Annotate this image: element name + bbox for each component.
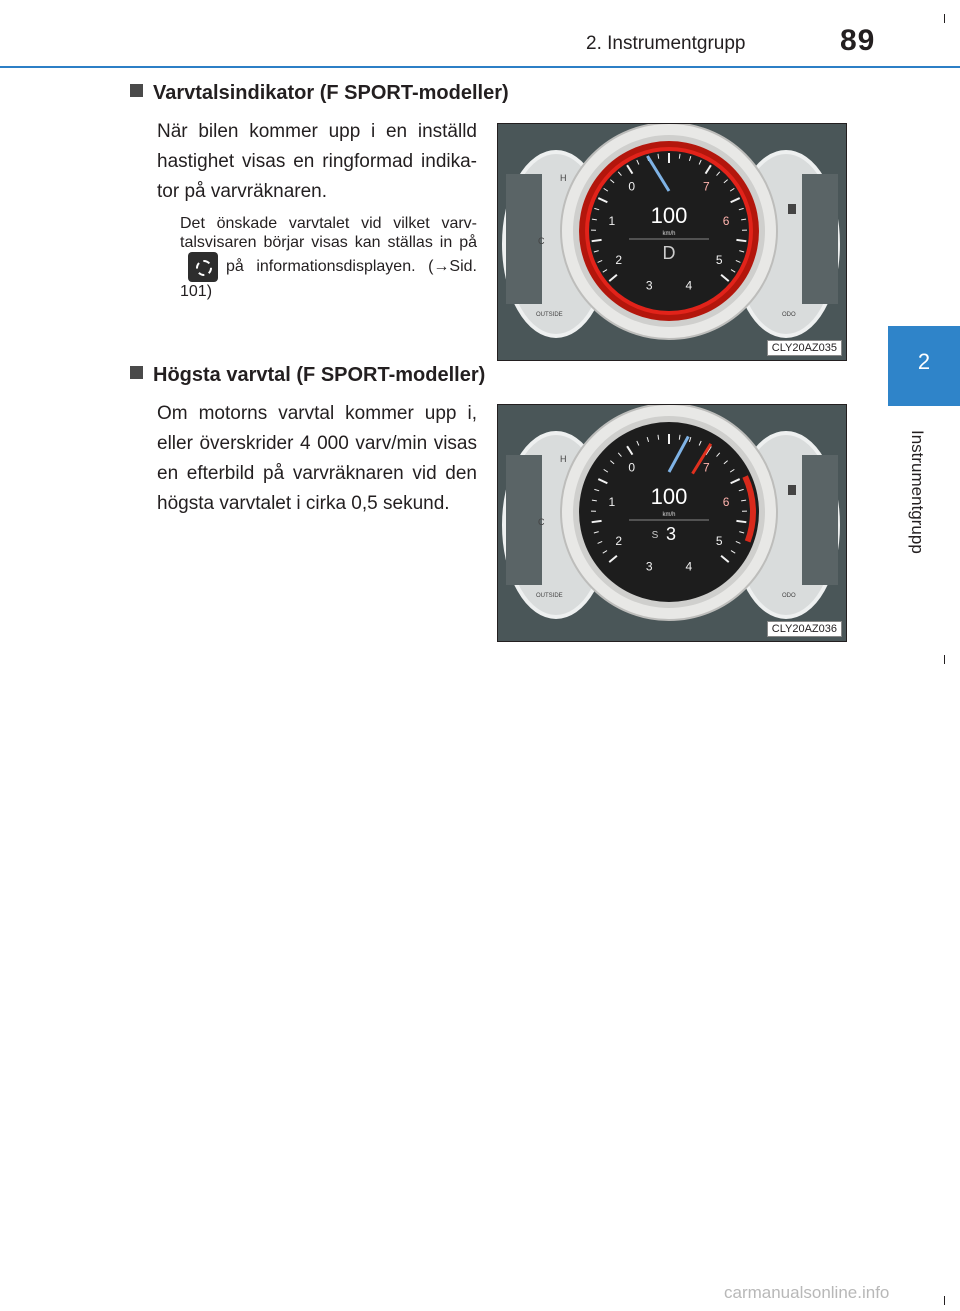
section2-body: Om motorns varvtal kommer upp i, eller överskrider 4 000 varv/min visas en efterbild på varvräknaren vid den högsta varvtalet i cirka 0,5 sekund. [157,403,477,514]
tach-number: 2 [615,253,623,267]
speed-readout: 100 [650,484,688,509]
settings-gear-icon [188,252,218,282]
outside-temp-label: OUTSIDE [536,593,563,599]
gear-indicator: D [662,243,676,263]
tach-tick [592,240,602,241]
temp-cold-label: C [538,236,545,246]
running-header-title: 2. Instrumentgrupp [586,33,746,54]
tach-number: 7 [702,460,710,475]
gear-mode: S [651,530,659,541]
figure-id: CLY20AZ036 [767,621,842,637]
note-text-part2: på informationsdisplayen. (→Sid. 101) [180,258,477,300]
temp-hot-label: H [560,454,567,464]
tach-tick [658,154,659,159]
tach-number: 3 [645,278,653,293]
tach-tick [736,521,746,522]
section-heading-rpm-indicator [130,82,509,105]
instrument-cluster-illustration [498,124,846,360]
tach-number: 6 [722,213,730,228]
tach-number: 4 [685,559,693,574]
tach-number: 5 [715,253,723,267]
section-heading-text: Varvtalsindikator (F SPORT-modeller) [153,82,509,104]
speed-unit: km/h [662,231,676,237]
tach-tick [679,154,680,159]
outside-temp-label: OUTSIDE [536,312,563,318]
chapter-label-text: Instrumentgrupp [908,430,927,554]
section1-body: När bilen kommer upp i en inställd hastighet visas en ringformad indika-tor på varvräknaren. [157,121,477,202]
figure-id: CLY20AZ035 [767,340,842,356]
instrument-cluster-illustration [498,405,846,641]
note-text-part1: Det önskade varvtalet vid vilket varv-talsvisaren börjar visas kan ställas in på [180,215,477,251]
figure-rpm-indicator [497,123,847,361]
crop-mark [944,14,945,23]
tach-number: 6 [722,494,730,509]
tach-number: 3 [645,559,653,574]
tach-number: 2 [615,534,623,548]
fuel-pump-icon [788,204,796,214]
temp-cold-label: C [538,517,545,527]
tach-tick [658,435,659,440]
fuel-pump-icon [788,485,796,495]
odo-label: ODO [782,593,796,599]
tach-number: 1 [608,213,616,228]
square-bullet-icon [130,84,143,97]
page-number: 89 [840,24,876,57]
figure-max-rpm [497,404,847,642]
square-bullet-icon [130,366,143,379]
tach-number: 7 [702,179,710,194]
tach-tick [592,521,602,522]
left-panel-shade [506,455,542,585]
tach-number: 4 [685,278,693,293]
tach-number: 0 [628,460,636,475]
temp-hot-label: H [560,173,567,183]
section-heading-text: Högsta varvtal (F SPORT-modeller) [153,364,486,386]
watermark: carmanualsonline.info [724,1283,890,1302]
speed-unit: km/h [662,512,676,518]
section1-note [180,214,477,301]
right-panel-shade [802,455,838,585]
crop-mark [944,655,945,664]
gear-indicator: 3 [665,524,677,544]
left-panel-shade [506,174,542,304]
tach-number: 5 [715,534,723,548]
section-heading-max-rpm [130,364,485,387]
tach-number: 0 [628,179,636,194]
tach-tick [736,240,746,241]
tach-tick [679,435,680,440]
chapter-label [907,430,927,570]
speed-readout: 100 [650,203,688,228]
chapter-tab: 2 [888,326,960,406]
crop-mark [944,1296,945,1305]
tach-number: 1 [608,494,616,509]
right-panel-shade [802,174,838,304]
odo-label: ODO [782,312,796,318]
header-divider [0,66,960,68]
